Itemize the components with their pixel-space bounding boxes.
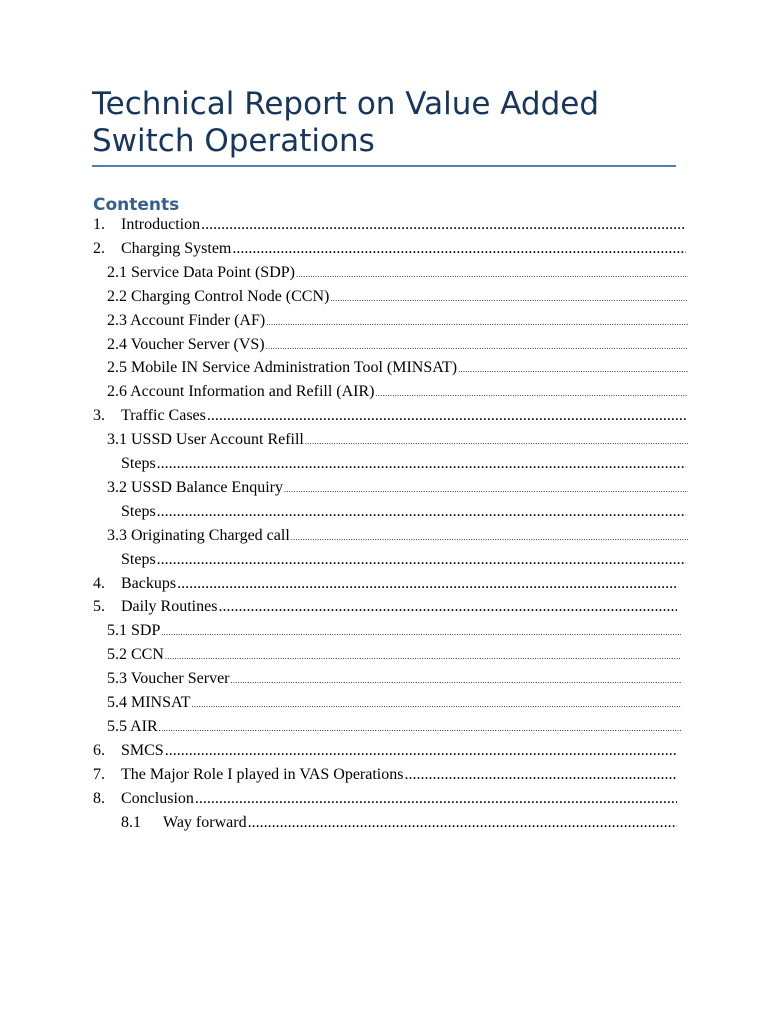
toc-entry[interactable] bbox=[107, 383, 688, 403]
toc-entry-title: The Major Role I played in VAS Operations bbox=[121, 765, 404, 783]
toc-entry-number: 8.1 bbox=[121, 813, 141, 831]
toc-dot-leader bbox=[248, 814, 677, 832]
toc-entry-number: 8. bbox=[93, 789, 105, 807]
toc-entry-title: 5.3 Voucher Server bbox=[107, 670, 230, 688]
toc-dot-leader bbox=[218, 598, 677, 616]
toc-entry-number: 2. bbox=[93, 239, 105, 257]
toc-entry[interactable] bbox=[107, 431, 688, 451]
toc-entry-title: 2.4 Voucher Server (VS) bbox=[107, 335, 265, 353]
toc-entry[interactable] bbox=[93, 216, 686, 236]
toc-entry-title: SMCS bbox=[121, 741, 164, 759]
toc-entry[interactable] bbox=[107, 527, 688, 547]
toc-entry-title: 3.2 USSD Balance Enquiry bbox=[107, 478, 283, 496]
toc-dot-leader bbox=[458, 365, 688, 374]
toc-entry-title: 5.2 CCN bbox=[107, 646, 164, 664]
toc-entry[interactable] bbox=[107, 479, 688, 499]
toc-dot-leader bbox=[404, 766, 677, 784]
toc-entry-title: Steps bbox=[121, 550, 156, 568]
toc-dot-leader bbox=[266, 318, 688, 327]
toc-entry-title: 2.5 Mobile IN Service Administration Tool (MINSAT) bbox=[107, 359, 458, 377]
toc-entry[interactable] bbox=[107, 264, 688, 284]
toc-entry[interactable] bbox=[107, 622, 681, 642]
toc-dot-leader bbox=[157, 503, 686, 521]
toc-entry-title: 5.1 SDP bbox=[107, 622, 161, 640]
toc-entry-number: 5. bbox=[93, 598, 105, 616]
toc-dot-leader bbox=[157, 551, 686, 569]
toc-entry-title: Steps bbox=[121, 502, 156, 520]
toc-entry-title: 5.5 AIR bbox=[107, 717, 158, 735]
contents-heading: Contents bbox=[93, 195, 180, 215]
toc-dot-leader bbox=[284, 485, 688, 494]
toc-entry[interactable] bbox=[93, 240, 686, 260]
toc-entry-number: 4. bbox=[93, 574, 105, 592]
toc-dot-leader bbox=[161, 628, 681, 637]
toc-entry-title: Conclusion bbox=[121, 789, 194, 807]
toc-entry-title: Charging System bbox=[121, 239, 232, 257]
toc-entry[interactable] bbox=[107, 336, 688, 356]
toc-entry[interactable] bbox=[107, 288, 688, 308]
toc-dot-leader bbox=[165, 742, 677, 760]
toc-entry[interactable] bbox=[93, 766, 677, 786]
toc-entry[interactable] bbox=[107, 694, 681, 714]
toc-dot-leader bbox=[305, 437, 688, 446]
toc-entry[interactable] bbox=[107, 646, 681, 666]
toc-entry-number: 6. bbox=[93, 741, 105, 759]
toc-entry-title: Introduction bbox=[121, 216, 201, 233]
toc-entry-title: Way forward bbox=[163, 813, 247, 831]
toc-entry-title: Daily Routines bbox=[121, 598, 218, 616]
toc-dot-leader bbox=[291, 533, 688, 542]
toc-entry-number: 3. bbox=[93, 407, 105, 425]
toc-entry-title: Backups bbox=[121, 574, 177, 592]
toc-entry[interactable] bbox=[107, 312, 688, 332]
toc-entry[interactable] bbox=[93, 575, 677, 595]
toc-entry[interactable] bbox=[121, 814, 677, 834]
toc-entry[interactable] bbox=[93, 742, 677, 762]
toc-entry[interactable] bbox=[107, 718, 681, 738]
toc-dot-leader bbox=[266, 342, 688, 351]
toc-entry[interactable] bbox=[93, 598, 677, 618]
toc-entry-number: 1. bbox=[93, 216, 105, 233]
toc-dot-leader bbox=[165, 652, 681, 661]
toc-dot-leader bbox=[376, 389, 689, 398]
toc-entry[interactable] bbox=[93, 407, 686, 427]
toc-dot-leader bbox=[177, 575, 677, 593]
toc-dot-leader bbox=[232, 240, 686, 258]
toc-entry[interactable] bbox=[121, 551, 686, 571]
toc-dot-leader bbox=[192, 700, 681, 709]
toc-entry[interactable] bbox=[107, 359, 688, 379]
toc-entry-title: Traffic Cases bbox=[121, 407, 206, 425]
toc-dot-leader bbox=[159, 724, 681, 733]
toc-entry[interactable] bbox=[121, 455, 686, 475]
toc-entry-title: 2.6 Account Information and Refill (AIR) bbox=[107, 383, 375, 401]
toc-dot-leader bbox=[157, 455, 686, 473]
document-title: Technical Report on Value Added Switch Operations bbox=[92, 86, 600, 159]
toc-dot-leader bbox=[296, 270, 688, 279]
toc-entry-number: 7. bbox=[93, 765, 105, 783]
toc-dot-leader bbox=[330, 294, 688, 303]
toc-entry-title: 5.4 MINSAT bbox=[107, 694, 191, 711]
toc-entry-title: 2.3 Account Finder (AF) bbox=[107, 311, 266, 329]
toc-dot-leader bbox=[231, 676, 682, 685]
toc-dot-leader bbox=[207, 407, 686, 425]
toc-dot-leader bbox=[201, 216, 686, 234]
toc-entry[interactable] bbox=[121, 503, 686, 523]
toc-entry-title: 3.1 USSD User Account Refill bbox=[107, 431, 304, 449]
title-underline bbox=[92, 165, 676, 167]
toc-entry-title: 2.1 Service Data Point (SDP) bbox=[107, 263, 295, 281]
toc-entry-title: Steps bbox=[121, 455, 156, 472]
toc-dot-leader bbox=[195, 790, 677, 808]
toc-entry[interactable] bbox=[107, 670, 681, 690]
toc-entry-title: 3.3 Originating Charged call bbox=[107, 526, 290, 544]
toc-entry[interactable] bbox=[93, 790, 677, 810]
toc-entry-title: 2.2 Charging Control Node (CCN) bbox=[107, 287, 330, 305]
